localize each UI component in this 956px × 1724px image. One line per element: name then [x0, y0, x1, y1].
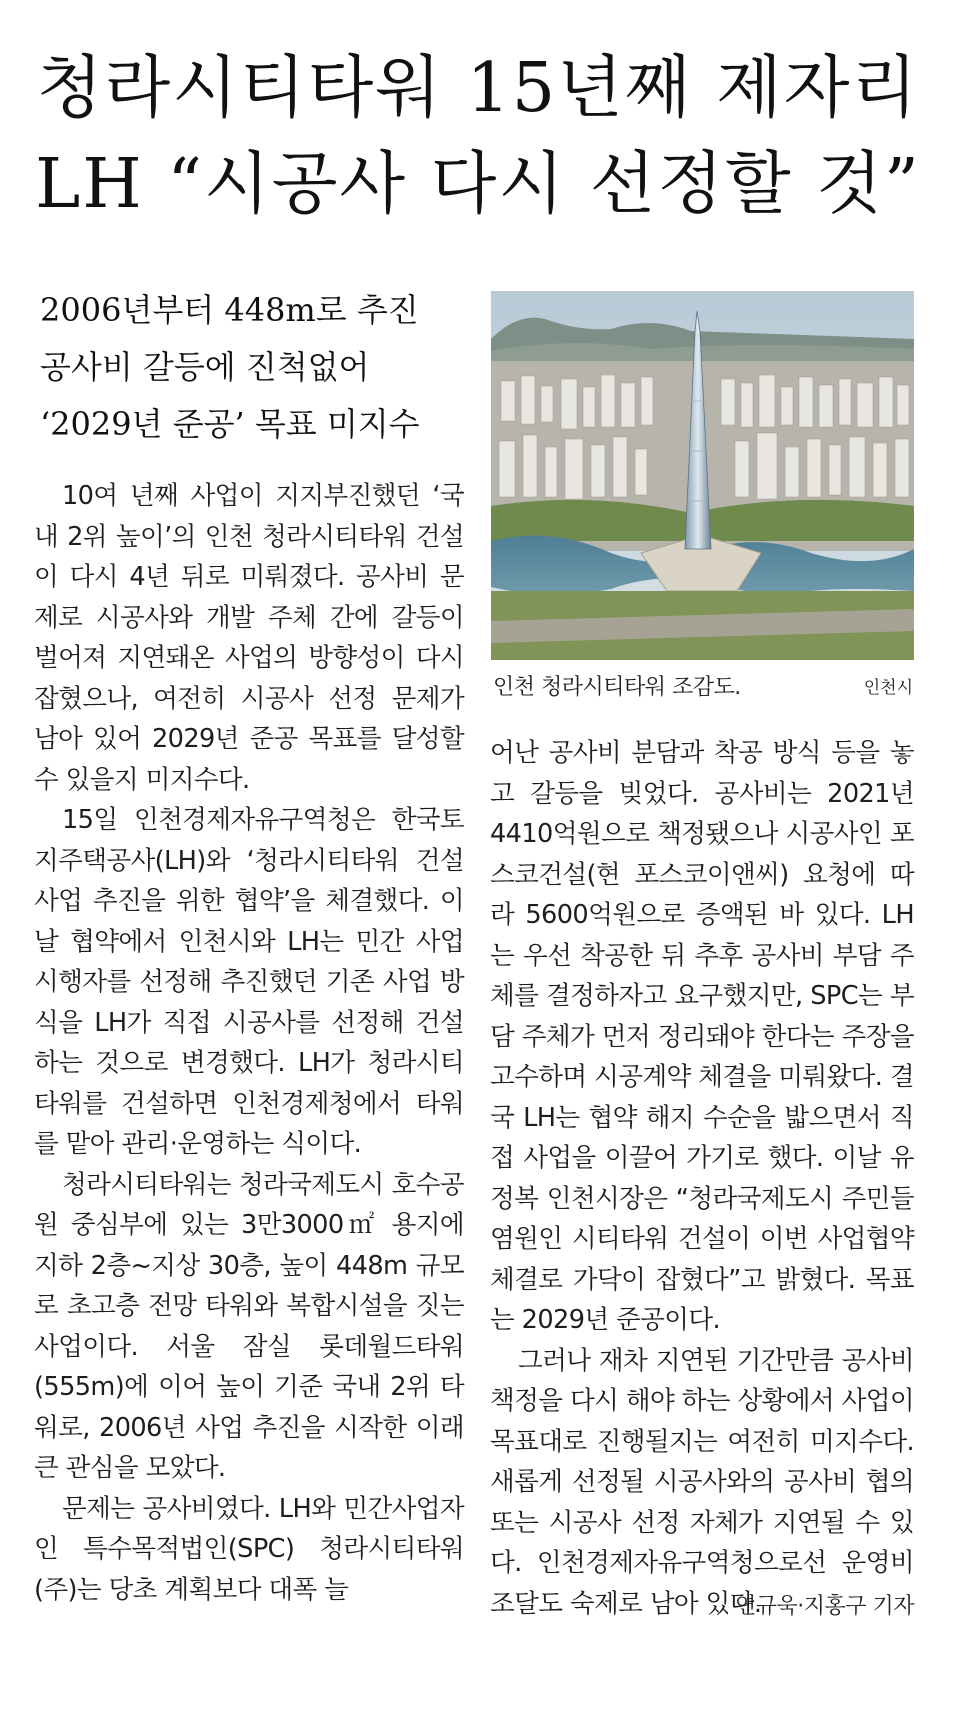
headline-line-2: LH “시공사 다시 선정할 것” — [35, 145, 921, 224]
paragraph-4-start: 문제는 공사비였다. LH와 민간사업자인 특수목적법인(SPC) 청라시티타워(주)는 당초 계획보다 대폭 늘 — [34, 1493, 464, 1605]
byline: 연규욱·지홍구 기자 — [734, 1594, 914, 1619]
body-column-right — [490, 733, 914, 1624]
caption-text: 인천 청라시티타워 조감도. — [493, 675, 741, 700]
body-column-left — [34, 476, 464, 1610]
closing-block — [490, 1341, 914, 1625]
paragraph-3: 청라시티타워는 청라국제도시 호수공원 중심부에 있는 3만3000㎡ 용지에 지하 2층~지상 30층, 높이 448m 규모로 초고층 전망 타워와 복합시설을 짓는 사업이다. 서울 잠실 롯데월드타워(555m)에 이어 높이 기준 국내 2위 타워로, 2006년 사업 추진을 시작한 이래 큰 관심을 모았다. — [34, 1169, 464, 1483]
subheadline-2: 공사비 갈등에 진척없어 — [40, 348, 370, 386]
subheadline-3: ‘2029년 준공’ 목표 미지수 — [40, 405, 420, 443]
tower-rendering-photo — [491, 291, 914, 660]
paragraph-4-continued: 어난 공사비 분담과 착공 방식 등을 놓고 갈등을 빚었다. 공사비는 2021년 4410억원으로 책정됐으나 시공사인 포스코건설(현 포스코이앤씨) 요청에 따라 5600억원으로 증액된 바 있다. LH는 우선 착공한 뒤 추후 공사비 부담 주체를 결정하자고 요구했지만, SPC는 부담 주체가 먼저 정리돼야 한다는 주장을 고수하며 시공계약 체결을 미뤄왔다. 결국 LH는 협약 해지 수순을 밟으면서 직접 사업을 이끌어 가기로 했다. 이날 유정복 인천시장은 “청라국제도시 주민들 염원인 시티타워 건설이 이번 사업협약 체결로 가닥이 잡혔다”고 밝혔다. 목표는 2029년 준공이다. — [490, 738, 914, 1335]
paragraph-1: 10여 년째 사업이 지지부진했던 ‘국내 2위 높이’의 인천 청라시티타워 건설이 다시 4년 뒤로 미뤄졌다. 공사비 문제로 시공사와 개발 주체 간에 갈등이 벌어져 지연돼온 사업의 방향성이 다시 잡혔으나, 여전히 시공사 선정 문제가 남아 있어 2029년 준공 목표를 달성할 수 있을지 미지수다. — [34, 481, 464, 795]
subheadline-1: 2006년부터 448m로 추진 — [40, 291, 419, 329]
paragraph-2: 15일 인천경제자유구역청은 한국토지주택공사(LH)와 ‘청라시티타워 건설 사업 추진을 위한 협약’을 체결했다. 이날 협약에서 인천시와 LH는 민간 사업 시행자를 선정해 추진했던 기존 사업 방식을 LH가 직접 시공사를 선정해 건설하는 것으로 변경했다. LH가 청라시티타워를 건설하면 인천경제청에서 타워를 맡아 관리·운영하는 식이다. — [34, 805, 464, 1159]
paragraph-5: 그러나 재차 지연된 기간만큼 공사비 책정을 다시 해야 하는 상황에서 사업이 목표대로 진행될지는 여전히 미지수다. 새롭게 선정될 시공사와의 공사비 협의 또는 시공사 선정 자체가 지연될 수 있다. 인천경제자유구역청으로선 운영비 조달도 숙제로 남아 있다. — [490, 1345, 914, 1619]
subheadline-block — [40, 282, 480, 453]
headline-line-1: 청라시티타워 15년째 제자리 — [36, 49, 920, 128]
photo-caption — [493, 666, 913, 700]
photo-credit: 인천시 — [863, 678, 913, 698]
